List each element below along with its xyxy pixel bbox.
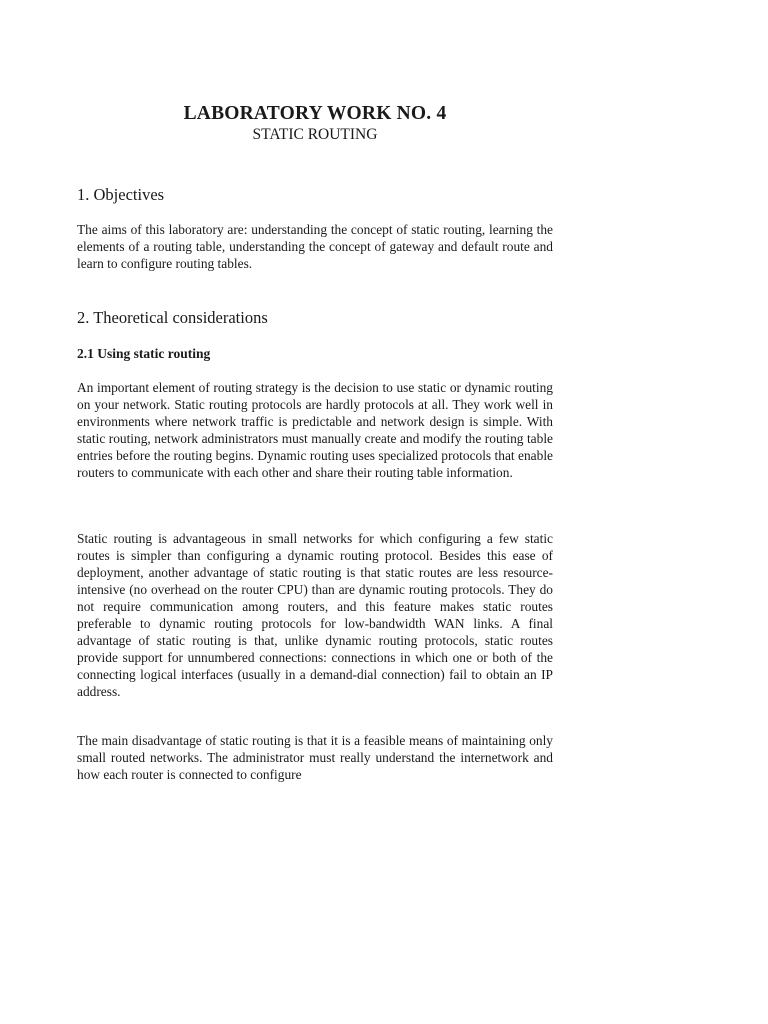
body-paragraph-1: An important element of routing strategy is the decision to use static or dynamic routing on your network. Static routing protocols are hardly protocols at all. They work well in environments where network traffic is predictable and network design is simple. With static routing, network administrators must manually create and modify the routing table entries before the routing begins. Dynamic routing uses specialized protocols that enable routers to communicate with each other and share their routing table information. (77, 380, 553, 480)
body-paragraph-3: The main disadvantage of static routing is that it is a feasible means of maintaining only small routed networks. The administrator must really understand the internetwork and how each router is connected to configure (77, 733, 553, 782)
subsection-heading-static-routing: 2.1 Using static routing (77, 346, 211, 361)
document-title: LABORATORY WORK NO. 4 (183, 103, 447, 124)
document-subtitle: STATIC ROUTING (252, 126, 378, 143)
body-paragraph-2: Static routing is advantageous in small networks for which configuring a few static routes is simpler than configuring a dynamic routing protocol. Besides this ease of deployment, another advantage of static routing is that static routes are less resource-intensive (no overhead on the router CPU) than are dynamic routing protocols. They do not require communication among routers, and this feature makes static routes preferable to dynamic routing protocols for low-bandwidth WAN links. A final advantage of static routing is that, unlike dynamic routing protocols, static routes provide support for unnumbered connections: connections in which one or both of the connecting logical interfaces (usually in a demand-dial connection) fail to obtain an IP address. (77, 531, 553, 699)
section-heading-objectives: 1. Objectives (77, 185, 165, 204)
section-heading-theoretical: 2. Theoretical considerations (77, 308, 268, 327)
objectives-paragraph: The aims of this laboratory are: understanding the concept of static routing, learning the elements of a routing table, understanding the concept of gateway and default route and learn to configure routing tables. (77, 222, 553, 271)
